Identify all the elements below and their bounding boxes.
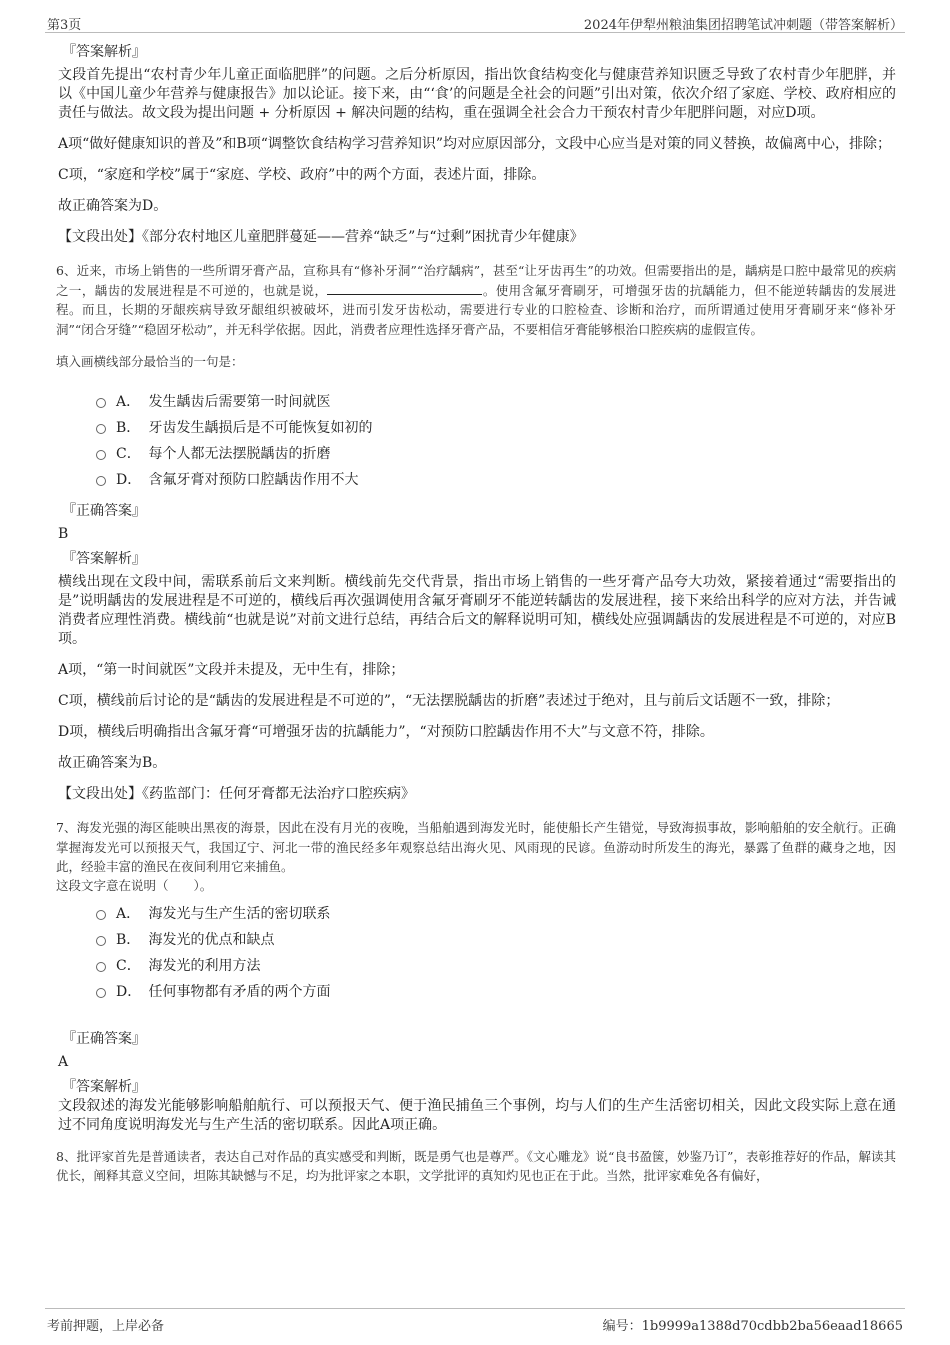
q7-option-c[interactable] (96, 953, 896, 979)
document-title: 2024年伊犁州粮油集团招聘笔试冲刺题（带答案解析） (583, 18, 903, 33)
q6-prompt: 填入画横线部分最恰当的一句是： (56, 354, 244, 369)
option-text: 海发光的优点和缺点 (148, 931, 275, 948)
radio-icon[interactable] (96, 910, 106, 920)
q7-analysis-paragraph: 文段叙述的海发光能够影响船舶航行、可以预报天气、便于渔民捕鱼三个事例，均与人们的生产生活密切相关，因此文段实际上意在通过不同角度说明海发光与生产生活的密切联系。因此A项正确。 (58, 1097, 896, 1133)
radio-icon[interactable] (96, 936, 106, 946)
option-text: 任何事物都有矛盾的两个方面 (148, 983, 331, 1000)
q6-source: 【文段出处】《药监部门：任何牙膏都无法治疗口腔疾病》 (58, 786, 415, 802)
q6-question-text (56, 261, 896, 339)
q7-option-b[interactable] (96, 927, 896, 953)
q6-analysis-paragraph: 故正确答案为B。 (58, 755, 167, 771)
radio-icon[interactable] (96, 424, 106, 434)
q7-options (96, 901, 896, 1005)
option-text: 牙齿发生龋损后是不可能恢复如初的 (148, 420, 373, 436)
radio-icon[interactable] (96, 450, 106, 460)
q7-option-a[interactable] (96, 901, 896, 927)
page-content (56, 42, 896, 1200)
q6-analysis-paragraph: C项，横线前后讨论的是“龋齿的发展进程是不可逆的”，“无法摆脱龋齿的折磨”表述过于绝对，且与前后文话题不一致，排除； (58, 693, 840, 709)
q6-correct-label: 『正确答案』 (62, 503, 146, 519)
q6-analysis-paragraph: D项，横线后明确指出含氟牙膏“可增强牙齿的抗龋能力”，“对预防口腔龋齿作用不大”与文意不符，排除。 (58, 724, 714, 740)
q6-text-before-blank: 6、近来，市场上销售的一些所谓牙膏产品，宣称具有“修补牙洞”“治疗龋病”，甚至“让牙齿再生”的功效。但需要指出的是，龋病是口腔中最常见的疾病之一，龋齿的发展进程是不可逆的，也就是说， (56, 263, 896, 298)
q6-option-c[interactable] (96, 441, 896, 467)
option-text: 海发光的利用方法 (148, 957, 261, 974)
q6-option-b[interactable] (96, 415, 896, 441)
radio-icon[interactable] (96, 398, 106, 408)
document-serial: 编号：1b9999a1388d70cdbb2ba56eaad18665 (602, 1319, 903, 1334)
q7-analysis-label: 『答案解析』 (62, 1078, 146, 1095)
q5-analysis-paragraph: 故正确答案为D。 (58, 198, 168, 214)
option-letter: B． (116, 931, 141, 948)
radio-icon[interactable] (96, 962, 106, 972)
option-letter: D． (116, 983, 142, 1000)
q5-analysis-paragraph: A项“做好健康知识的普及”和B项“调整饮食结构学习营养知识”均对应原因部分，文段中心应当是对策的同义替换，故偏离中心，排除； (58, 136, 892, 152)
q5-analysis-label: 『答案解析』 (62, 44, 146, 60)
q5-source: 【文段出处】《部分农村地区儿童肥胖蔓延——营养“缺乏”与“过剩”困扰青少年健康》 (58, 229, 584, 245)
q7-correct-label: 『正确答案』 (62, 1030, 146, 1047)
q6-analysis-paragraph: 横线出现在文段中间，需联系前后文来判断。横线前先交代背景，指出市场上销售的一些牙膏产品夸大功效，紧接着通过“需要指出的是”说明龋齿的发展进程是不可逆的，横线后再次强调使用含氟牙膏刷牙不能逆转龋齿的发展进程，接下来给出科学的应对方法，并告诫消费者应理性消费。横线前“也就是说”对前文进行总结，再结合后文的解释说明可知，横线处应强调龋齿的发展进程是不可逆的，对应B项。 (58, 574, 896, 647)
q6-option-d[interactable] (96, 467, 896, 493)
option-letter: B． (116, 420, 141, 436)
option-letter: D． (116, 472, 142, 488)
option-letter: C． (116, 957, 141, 974)
q6-analysis-label: 『答案解析』 (62, 551, 146, 567)
option-letter: C． (116, 446, 141, 462)
q7-option-d[interactable] (96, 979, 896, 1005)
q6-fill-blank (327, 282, 482, 295)
page-number: 第3页 (47, 18, 82, 33)
q5-analysis-paragraph: 文段首先提出“农村青少年儿童正面临肥胖”的问题。之后分析原因，指出饮食结构变化与健康营养知识匮乏导致了农村青少年肥胖，并以《中国儿童少年营养与健康报告》加以论证。接下来，由“‘食’的问题是全社会的问题”引出对策，依次介绍了家庭、学校、政府相应的责任与做法。故文段为提出问题 + 分析原因 + 解决问题的结构，重在强调全社会合力干预农村青少年肥胖问题，对应D项。 (58, 67, 896, 121)
q5-analysis-paragraph: C项，“家庭和学校”属于“家庭、学校、政府”中的两个方面，表述片面，排除。 (58, 167, 546, 183)
option-letter: A． (116, 394, 141, 410)
spacer (56, 1013, 896, 1029)
q7-question-text: 7、海发光强的海区能映出黑夜的海景，因此在没有月光的夜晚，当船舶遇到海发光时，能使船长产生错觉，导致海损事故，影响船舶的安全航行。正确掌握海发光可以预报天气，我国辽宁、河北一带的渔民经多年观察总结出海火见、风雨现的民谚。鱼游动时所发生的海光，暴露了鱼群的藏身之地，因此，经验丰富的渔民在夜间利用它来捕鱼。 (56, 820, 896, 874)
option-text: 发生龋齿后需要第一时间就医 (148, 394, 331, 410)
option-text: 海发光与生产生活的密切联系 (148, 905, 331, 922)
q6-options (96, 389, 896, 493)
q7-correct-answer: A (58, 1053, 69, 1070)
q6-option-a[interactable] (96, 389, 896, 415)
option-text: 每个人都无法摆脱龋齿的折磨 (148, 446, 331, 462)
q8-question-text: 8、批评家首先是普通读者，表达自己对作品的真实感受和判断，既是勇气也是尊严。《文心雕龙》说“良书盈箧，妙鉴乃订”，表彰推荐好的作品，解读其优长，阐释其意义空间，坦陈其缺憾与不足，均为批评家之本职，文学批评的真知灼见也正在于此。当然，批评家难免各有偏好， (56, 1148, 896, 1183)
footer-slogan: 考前押题，上岸必备 (47, 1319, 165, 1334)
q6-text-after-blank: 。使用含氟牙膏刷牙，可增强牙齿的抗龋能力，但不能逆转龋齿的发展进程。而且，长期的牙龈疾病导致牙龈组织被破坏，进而引发牙齿松动，需要进行专业的口腔检查、诊断和治疗，而所谓通过使用牙膏刷牙来“修补牙洞”“闭合牙缝”“稳固牙松动”，并无科学依据。因此，消费者应理性选择牙膏产品，不要相信牙膏能够根治口腔疾病的虚假宣传。 (56, 282, 896, 337)
q6-analysis-paragraph: A项，“第一时间就医”文段并未提及，无中生有，排除； (58, 662, 405, 678)
q7-prompt: 这段文字意在说明（ ）。 (56, 877, 213, 893)
option-text: 含氟牙膏对预防口腔龋齿作用不大 (148, 472, 359, 488)
radio-icon[interactable] (96, 476, 106, 486)
option-letter: A． (116, 905, 141, 922)
q6-correct-answer: B (58, 526, 69, 542)
page-header (45, 12, 905, 33)
page-footer (45, 1308, 905, 1333)
radio-icon[interactable] (96, 988, 106, 998)
